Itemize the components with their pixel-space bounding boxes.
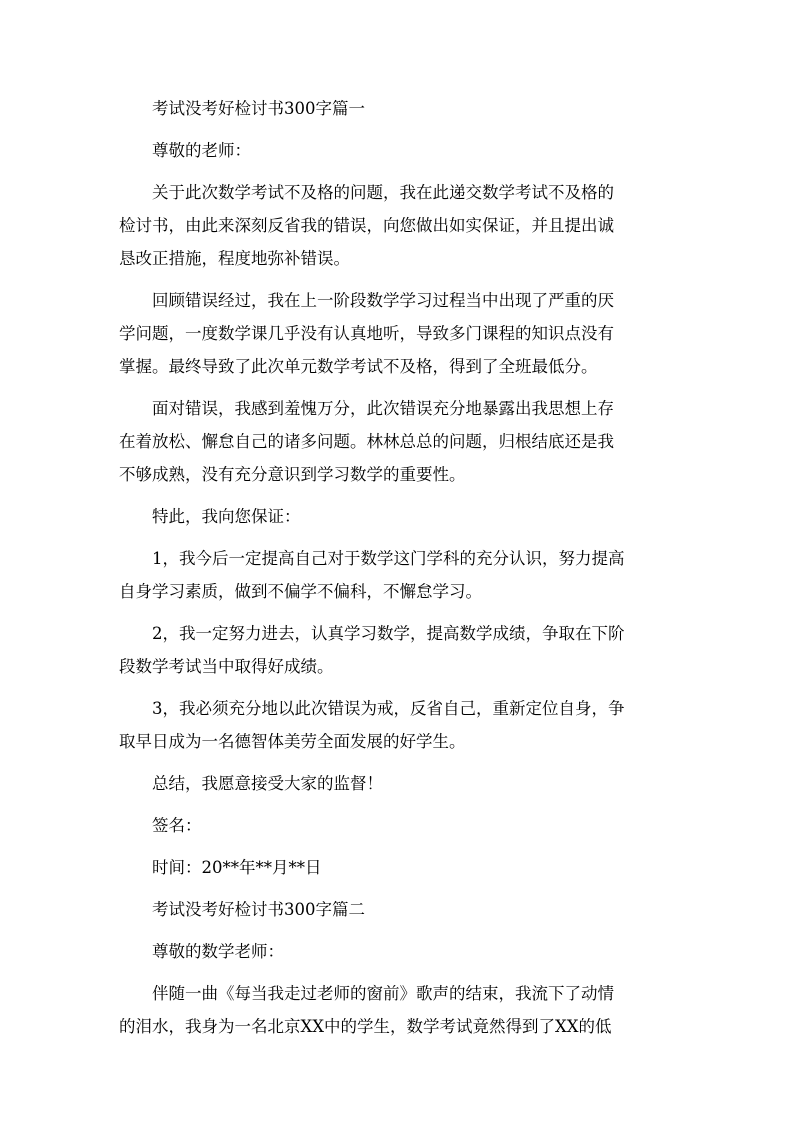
paragraph-line: 恳改正措施，程度地弥补错误。 <box>119 249 350 268</box>
paragraph-line: 段数学考试当中取得好成绩。 <box>119 657 334 676</box>
paragraph-line: 总结，我愿意接受大家的监督！ <box>152 774 383 793</box>
section1-title: 考试没考好检讨书300字篇一 <box>152 99 365 118</box>
section1-title-block <box>119 92 679 125</box>
paragraph-line: 取早日成为一名德智体美劳全面发展的好学生。 <box>119 732 466 751</box>
section1-paragraph-5 <box>119 542 679 608</box>
section1-date-block <box>119 851 679 884</box>
paragraph-line: 不够成熟，没有充分意识到学习数学的重要性。 <box>119 465 466 484</box>
section2-title: 考试没考好检讨书300字篇二 <box>152 900 365 919</box>
section1-salutation-block <box>119 134 679 167</box>
section1-paragraph-4 <box>119 500 679 533</box>
paragraph-line: 回顾错误经过，我在上一阶段数学学习过程当中出现了严重的厌 <box>152 291 614 310</box>
section1-salutation: 尊敬的老师： <box>152 141 251 160</box>
section2-title-block <box>119 893 679 926</box>
section1-paragraph-1 <box>119 176 679 275</box>
signature-label: 签名： <box>152 816 202 835</box>
paragraph-line: 自身学习素质，做到不偏学不偏科，不懈怠学习。 <box>119 582 482 601</box>
paragraph-line: 的泪水，我身为一名北京XX中的学生，数学考试竟然得到了XX的低 <box>119 1017 612 1036</box>
section2-salutation: 尊敬的数学老师： <box>152 942 284 961</box>
section1-paragraph-6 <box>119 617 679 683</box>
section1-paragraph-8 <box>119 767 679 800</box>
paragraph-line: 面对错误，我感到羞愧万分，此次错误充分地暴露出我思想上存 <box>152 399 614 418</box>
paragraph-line: 3，我必须充分地以此次错误为戒，反省自己，重新定位自身，争 <box>152 699 625 718</box>
paragraph-line: 在着放松、懈怠自己的诸多问题。林林总总的问题，归根结底还是我 <box>119 432 614 451</box>
paragraph-line: 关于此次数学考试不及格的问题，我在此递交数学考试不及格的 <box>152 183 614 202</box>
section1-signature-block <box>119 809 679 842</box>
section2-salutation-block <box>119 935 679 968</box>
section1-paragraph-3 <box>119 392 679 491</box>
paragraph-line: 特此，我向您保证： <box>152 507 301 526</box>
paragraph-line: 伴随一曲《每当我走过老师的窗前》歌声的结束，我流下了动情 <box>152 984 614 1003</box>
section2-paragraph-1 <box>119 977 679 1043</box>
paragraph-line: 学问题，一度数学课几乎没有认真地听，导致多门课程的知识点没有 <box>119 324 614 343</box>
paragraph-line: 检讨书，由此来深刻反省我的错误，向您做出如实保证，并且提出诚 <box>119 216 614 235</box>
date-label: 时间：20**年**月**日 <box>152 858 322 877</box>
paragraph-line: 2，我一定努力进去，认真学习数学，提高数学成绩，争取在下阶 <box>152 624 625 643</box>
document-body <box>119 92 679 1052</box>
paragraph-line: 掌握。最终导致了此次单元数学考试不及格，得到了全班最低分。 <box>119 357 598 376</box>
paragraph-line: 1，我今后一定提高自己对于数学这门学科的充分认识，努力提高 <box>152 549 625 568</box>
section1-paragraph-2 <box>119 284 679 383</box>
section1-paragraph-7 <box>119 692 679 758</box>
